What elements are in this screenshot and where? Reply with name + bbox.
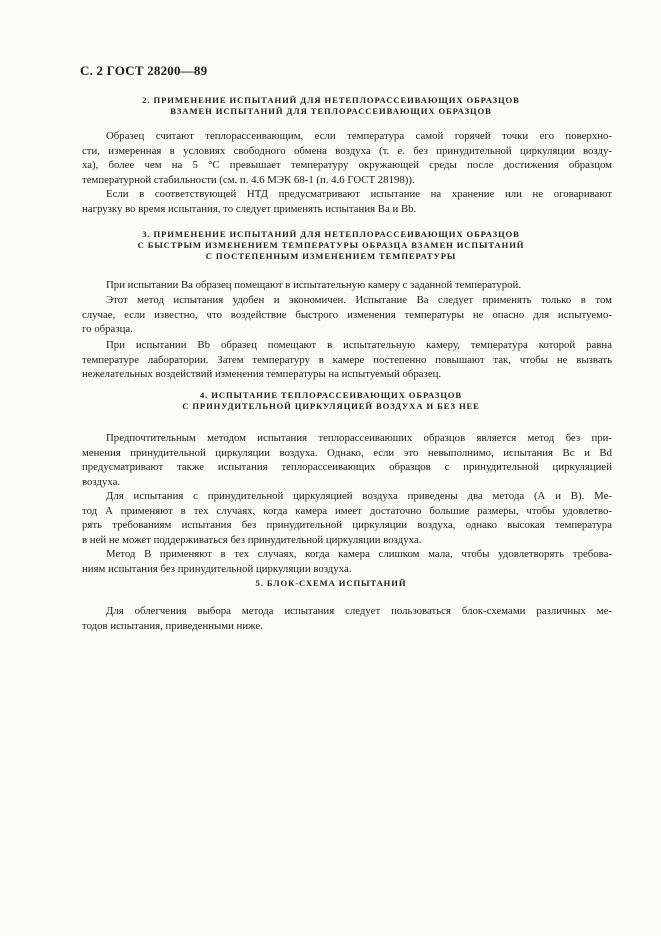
text-line: Для облегчения выбора метода испытания следует пользоваться блок-схемами различных ме- <box>106 605 612 617</box>
text-line: температуре лаборатории. Затем температуру в камере постепенно повышают так, чтобы не вызвать <box>82 353 612 366</box>
text-line: нагрузку во время испытания, то следует применять испытания Ва и Вb. <box>82 202 417 215</box>
text-line: воздуха. <box>82 476 121 489</box>
text-line: При испытании Ва образец помещают в испытательную камеру с заданной температурой. <box>106 279 522 291</box>
text-line: рять требованиям испытания без принудительной циркуляции воздуха, однако высокая температура <box>82 519 612 532</box>
text-line: в ней не может поддерживаться без принудительной циркуляции воздуха. <box>82 534 422 547</box>
heading-line: ВЗАМЕН ИСПЫТАНИЙ ДЛЯ ТЕПЛОРАССЕИВАЮЩИХ ОБРАЗЦОВ <box>170 106 492 116</box>
text-line: При испытании Вb образец помещают в испытательную камеру, температура которой равна <box>106 339 612 351</box>
heading-line: С БЫСТРЫМ ИЗМЕНЕНИЕМ ТЕМПЕРАТУРЫ ОБРАЗЦА ВЗАМЕН ИСПЫТАНИЙ <box>137 240 525 250</box>
section-2-heading <box>80 95 582 117</box>
text-line: Этот метод испытания удобен и экономичен. Испытание Ва следует применять только в том <box>106 294 612 306</box>
section-3-paragraph-3 <box>82 338 612 382</box>
text-line: Если в соответствующей НТД предусматривают испытание на хранение или не оговаривают <box>106 188 612 200</box>
text-line: Предпочтительным методом испытания теплорассеиваюших образцов является метод без при- <box>106 432 612 444</box>
text-line: Для испытания с принудительной циркуляцией воздуха приведены два метода (А и В). Ме- <box>106 490 612 502</box>
text-line: температурной стабильности (см. п. 4.6 МЭК 68-1 (п. 4.6 ГОСТ 28198)). <box>82 174 415 187</box>
section-2-paragraph-2 <box>82 187 612 216</box>
section-4-heading <box>80 390 582 412</box>
heading-line: 2. ПРИМЕНЕНИЕ ИСПЫТАНИЙ ДЛЯ НЕТЕПЛОРАССЕИВАЮЩИХ ОБРАЗЦОВ <box>142 95 520 105</box>
text-line: ха), более чем на 5 °С превышает температуру окружающей среды после достижения образцом <box>82 159 612 172</box>
heading-line: С ПОСТЕПЕННЫМ ИЗМЕНЕНИЕМ ТЕМПЕРАТУРЫ <box>205 251 457 261</box>
section-3-paragraph-1 <box>82 278 612 293</box>
heading-line: С ПРИНУДИТЕЛЬНОЙ ЦИРКУЛЯЦИЕЙ ВОЗДУХА И БЕЗ НЕЕ <box>182 401 480 411</box>
text-line: менения принудительной циркуляции воздуха. Однако, если это невыполнимо, испытания Вс и Bd <box>82 446 612 459</box>
text-line: тод А применяют в тех случаях, когда камера имеет достаточно большие размеры, чтобы удовлетво- <box>82 504 612 517</box>
text-line: го образца. <box>82 323 133 336</box>
text-line: ниям испытания без принудительной циркуляции воздуха. <box>82 562 352 575</box>
text-line: тодов испытания, приведенными ниже. <box>82 619 263 632</box>
section-4-paragraph-2 <box>82 489 612 548</box>
section-4-paragraph-1 <box>82 431 612 490</box>
heading-line: 5. БЛОК-СХЕМА ИСПЫТАНИЙ <box>255 578 407 588</box>
section-3-heading <box>80 229 582 262</box>
section-5-heading <box>80 578 582 589</box>
heading-line: 3. ПРИМЕНЕНИЕ ИСПЫТАНИЙ ДЛЯ НЕТЕПЛОРАССЕИВАЮЩИХ ОБРАЗЦОВ <box>142 229 520 239</box>
section-5-paragraph-1 <box>82 604 612 633</box>
text-line: Метод В применяют в тех случаях, когда камера слишком мала, чтобы удовлетворять требова- <box>106 548 612 560</box>
text-line: случае, если известно, что воздействие быстрого изменения температуры не опасно для испытуемо- <box>82 308 612 321</box>
section-4-paragraph-3 <box>82 547 612 576</box>
section-2-paragraph-1 <box>82 129 612 188</box>
text-line: нежелательных воздействий изменения температуры на испытуемый образец. <box>82 368 442 381</box>
heading-line: 4. ИСПЫТАНИЕ ТЕПЛОРАССЕИВАЮЩИХ ОБРАЗЦОВ <box>199 390 463 400</box>
text-line: предусматривают также испытания теплорассеивающих образцов с принудительной циркуляцией <box>82 461 612 474</box>
text-line: сти, измеренная в условиях свободного обмена воздуха (т. е. без принудительной циркуляции возду- <box>82 144 612 157</box>
section-3-paragraph-2 <box>82 293 612 337</box>
running-head: С. 2 ГОСТ 28200—89 <box>80 63 208 78</box>
text-line: Образец считают теплорассеивающим, если температура самой горячей точки его поверхно- <box>106 130 612 142</box>
